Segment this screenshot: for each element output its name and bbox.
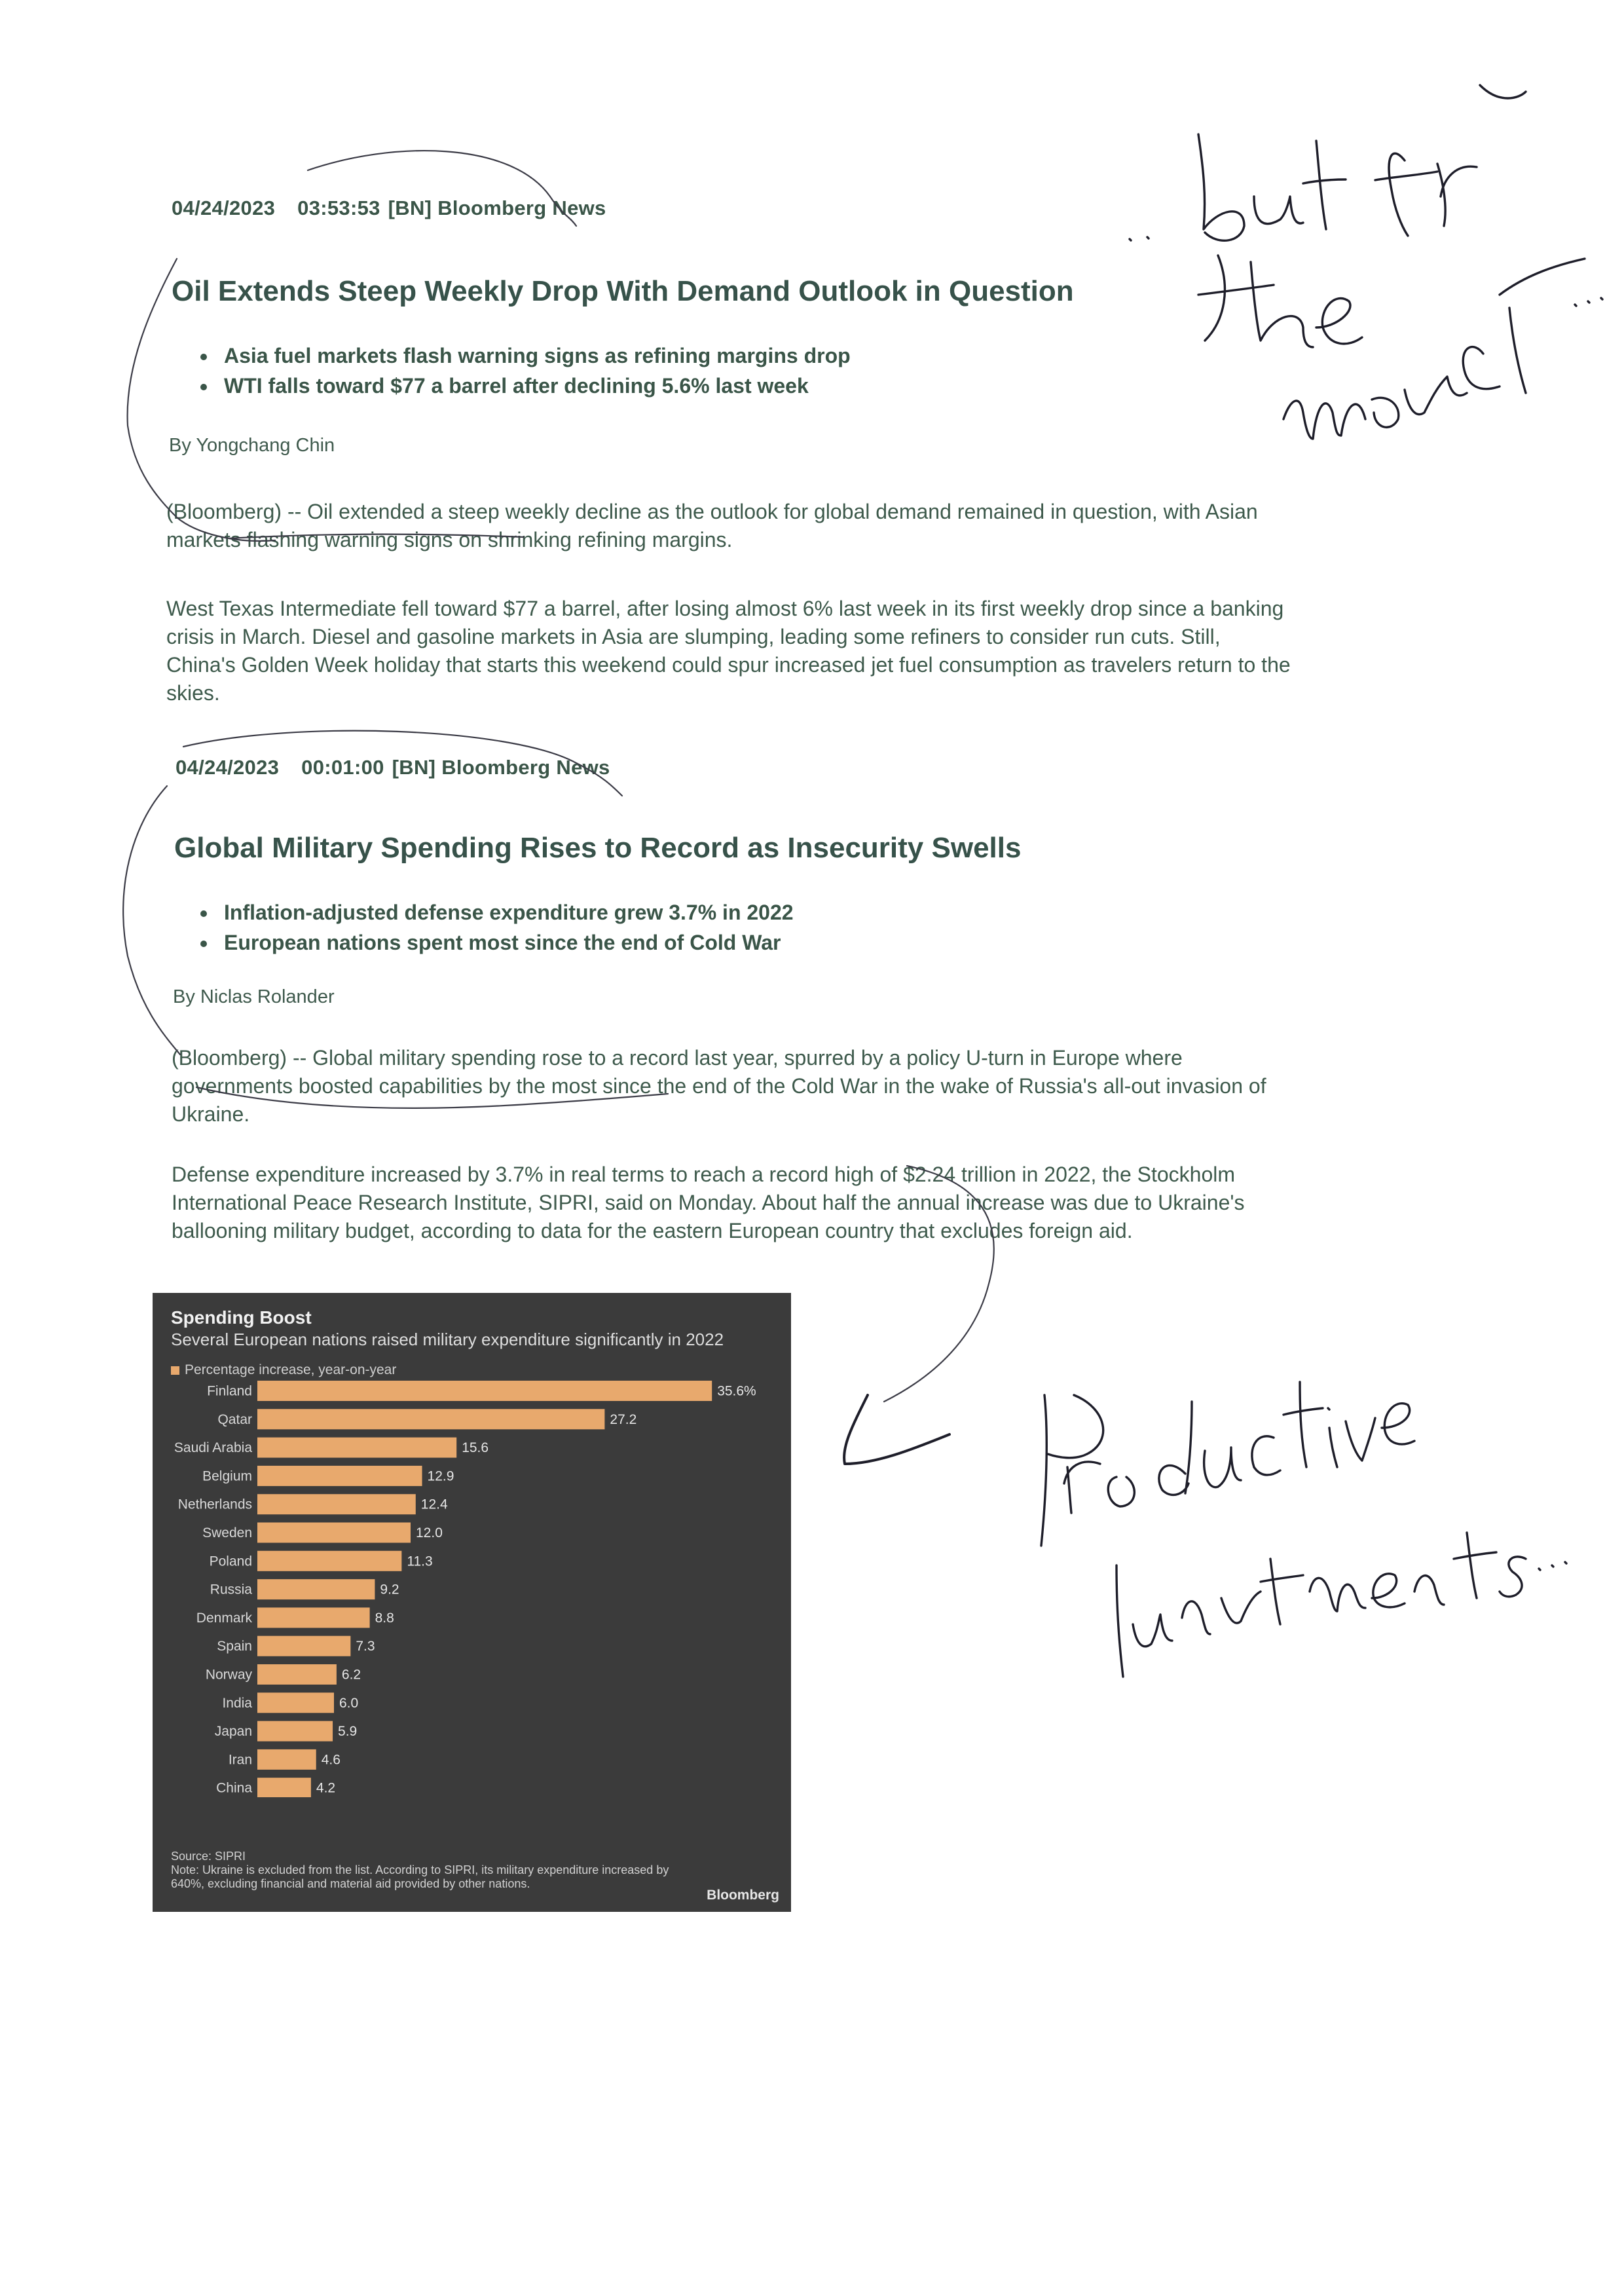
article1-byline: By Yongchang Chin: [169, 435, 335, 456]
ink-arrow-head: [844, 1395, 950, 1464]
category-label: Belgium: [202, 1468, 252, 1484]
category-label: Denmark: [196, 1610, 252, 1626]
article2-headline: Global Military Spending Rises to Record as Insecurity Swells: [174, 832, 1022, 864]
ink-note-moment: [1130, 85, 1602, 439]
value-label: 6.2: [341, 1667, 361, 1683]
article2-paragraph: (Bloomberg) -- Global military spending rose to a record last year, spurred by a policy U-turn in Europe where governments boosted capabilities by the most since the end of the Cold War in the wake of Russia's all-out invasion of Ukraine.: [172, 1046, 1266, 1126]
value-label: 4.6: [321, 1752, 341, 1768]
ink-arrow-curve: [884, 1166, 994, 1402]
ink-strike-warning: [229, 534, 524, 538]
article1-time: 03:53:53: [297, 196, 380, 219]
value-label: 8.8: [375, 1610, 394, 1626]
article2-paragraph: Defense expenditure increased by 3.7% in real terms to reach a record high of $2.24 trillion in 2022, the Stockholm International Peace Research Institute, SIPRI, said on Monday. About half the annual increase was due to Ukraine's ballooning military budget, according to data for the eastern European country that excludes foreign aid.: [172, 1163, 1245, 1242]
article2-bullet: • European nations spent most since the end of Cold War: [217, 927, 794, 958]
chart-brand: Bloomberg: [707, 1888, 779, 1903]
value-label: 12.4: [420, 1497, 448, 1512]
article1-headline: Oil Extends Steep Weekly Drop With Demand Outlook in Question: [172, 275, 1074, 307]
ink-underline-most-since: [196, 1087, 668, 1108]
ink-note-productive: [1041, 1382, 1566, 1677]
category-label: Norway: [205, 1667, 252, 1683]
chart-subtitle: Several European nations raised military expenditure significantly in 2022: [171, 1330, 724, 1349]
value-label: 9.2: [380, 1582, 399, 1597]
ink-loop-article2: [123, 731, 622, 1054]
article1-bullet: • WTI falls toward $77 a barrel after declining 5.6% last week: [217, 371, 851, 401]
chart-note: Note: Ukraine is excluded from the list. According to SIPRI, its military expenditure increased by 640%, excluding financial and material aid provided by other nations.: [171, 1863, 669, 1890]
value-label: 15.6: [462, 1440, 489, 1456]
article1-paragraph: West Texas Intermediate fell toward $77 a barrel, after losing almost 6% last week in its first weekly drop since a banking crisis in March. Diesel and gasoline markets in Asia are slumping, leading some refiners to consider run cuts. Still, China's Golden Week holiday that starts this weekend could spur increased jet fuel consumption as travelers return to the skies.: [166, 597, 1291, 705]
value-label: 11.3: [407, 1554, 433, 1569]
article1-paragraph: (Bloomberg) -- Oil extended a steep weekly decline as the outlook for global demand remained in question, with Asian markets flashing warning signs on shrinking refining margins.: [166, 500, 1258, 551]
value-label: 12.9: [427, 1468, 454, 1484]
category-label: Poland: [209, 1554, 252, 1569]
value-label: 35.6%: [717, 1383, 756, 1399]
category-label: India: [222, 1695, 252, 1711]
ink-loop-article1: [128, 151, 576, 541]
article2-date: 04/24/2023: [175, 756, 280, 779]
category-label: Finland: [207, 1383, 252, 1399]
category-label: China: [216, 1780, 252, 1796]
article1-source: [BN] Bloomberg News: [388, 196, 606, 219]
category-label: Netherlands: [177, 1497, 252, 1512]
article1-bullet: • Asia fuel markets flash warning signs as refining margins drop: [217, 341, 851, 371]
value-label: 4.2: [316, 1780, 336, 1796]
value-label: 27.2: [610, 1411, 637, 1427]
category-label: Japan: [214, 1724, 252, 1740]
article2-byline: By Niclas Rolander: [173, 986, 335, 1007]
chart-source-line: Source: SIPRI: [171, 1850, 246, 1863]
category-label: Russia: [210, 1582, 252, 1597]
category-label: Qatar: [217, 1411, 252, 1427]
value-label: 12.0: [416, 1525, 443, 1540]
value-label: 5.9: [338, 1724, 358, 1740]
legend-label: Percentage increase, year-on-year: [185, 1362, 397, 1377]
chart-title: Spending Boost: [171, 1307, 312, 1328]
article2-source: [BN] Bloomberg News: [392, 756, 610, 779]
value-label: 7.3: [356, 1639, 375, 1654]
category-label: Saudi Arabia: [174, 1440, 252, 1456]
value-label: 6.0: [339, 1695, 359, 1711]
article2-bullet: • Inflation-adjusted defense expenditure grew 3.7% in 2022: [217, 897, 794, 927]
article2-time: 00:01:00: [301, 756, 384, 779]
category-label: Iran: [228, 1752, 252, 1768]
category-label: Sweden: [202, 1525, 252, 1540]
article1-date: 04/24/2023: [172, 196, 276, 219]
category-label: Spain: [217, 1639, 252, 1654]
